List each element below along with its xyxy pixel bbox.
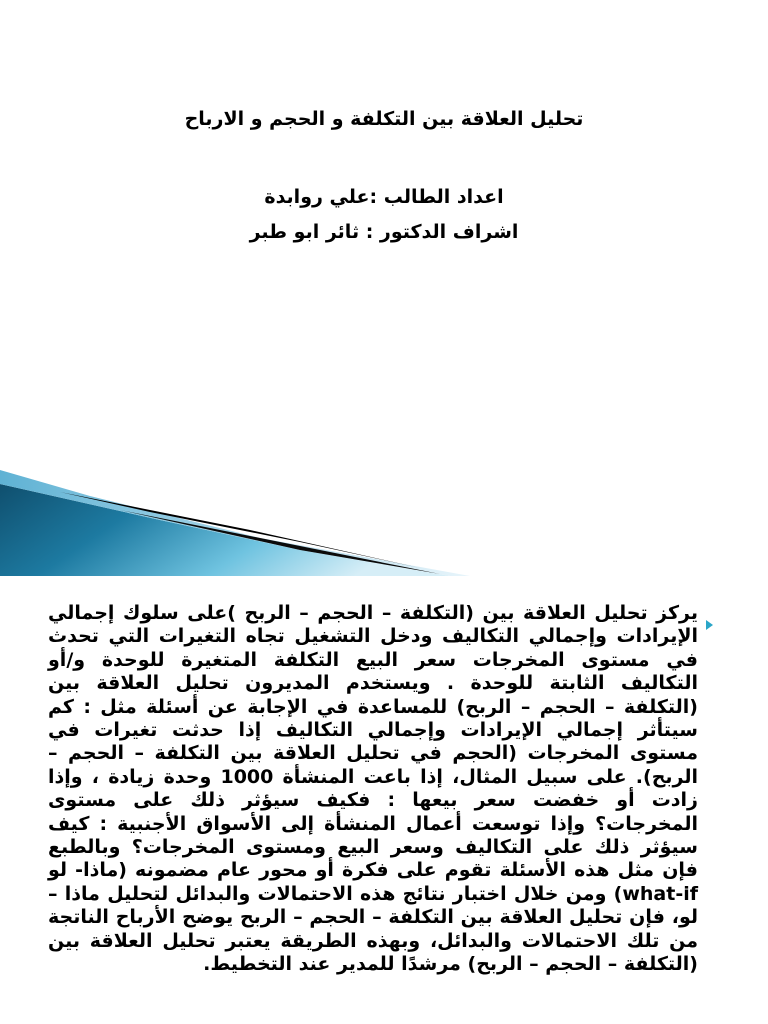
content-slide — [0, 576, 768, 1024]
author-line: اعداد الطالب :علي روابدة — [264, 186, 504, 208]
presentation-title: تحليل العلاقة بين التكلفة و الحجم و الارباح — [184, 108, 584, 130]
supervisor-line: اشراف الدكتور : ثائر ابو طبر — [249, 221, 519, 243]
body-paragraph: يركز تحليل العلاقة بين (التكلفة – الحجم – الربح )على سلوك إجمالي الإيرادات وإجمالي التكاليف ودخل التشغيل تجاه التغيرات التي تحدث في مستوى المخرجات سعر البيع التكلفة المتغيرة للوحدة و/أو التكاليف الثابتة للوحدة . ويستخدم المديرون تحليل العلاقة بين (التكلفة – الحجم – الربح) للمساعدة في الإجابة عن أسئلة مثل : كم سيتأثر إجمالي الإيرادات وإجمالي التكاليف إذا حدثت تغيرات في مستوى المخرجات (الحجم في تحليل العلاقة بين التكلفة – الحجم – الربح). على سبيل المثال، إذا باعت المنشأة 1000 وحدة زيادة ، وإذا زادت أو خفضت سعر بيعها : فكيف سيؤثر ذلك على مستوى المخرجات؟ وإذا توسعت أعمال المنشأة إلى الأسواق الأجنبية : كيف سيؤثر ذلك على التكاليف وسعر البيع ومستوى المخرجات؟ وبالطبع فإن مثل هذه الأسئلة تقوم على فكرة أو محور عام مضمونه (ماذا- لو what-if) ومن خلال اختبار نتائج هذه الاحتمالات والبدائل لتحليل ماذا – لو، فإن تحليل العلاقة بين التكلفة – الحجم – الربح يوضح الأرباح الناتجة من تلك الاحتمالات والبدائل، وبهذه الطريقة يعتبر تحليل العلاقة بين (التكلفة – الحجم – الربح) مرشدًا للمدير عند التخطيط. — [48, 602, 698, 976]
decorative-swoosh — [0, 470, 768, 576]
triangle-bullet-icon — [706, 620, 713, 630]
